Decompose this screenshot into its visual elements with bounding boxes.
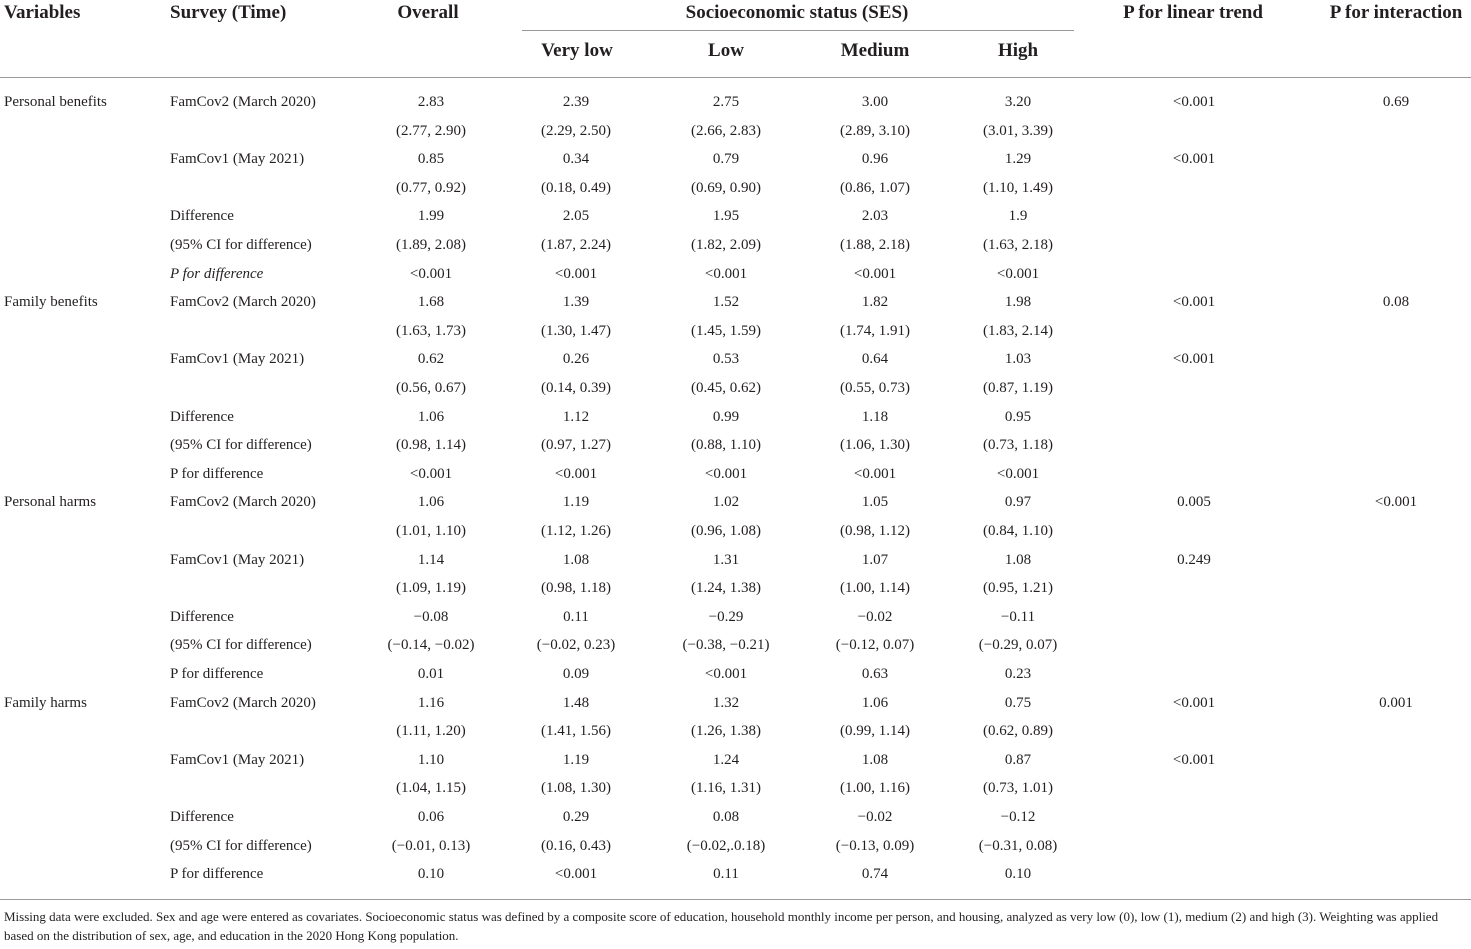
cell-very-low: 1.48 [562,694,590,711]
table-bottom-rule [0,899,1471,900]
header-low: Low [708,40,744,61]
cell-very-low: (0.14, 0.39) [541,380,611,396]
cell-medium: −0.02 [857,809,893,825]
cell-high: 0.95 [1004,408,1032,425]
cell-low: (0.45, 0.62) [691,380,761,396]
cell-overall: (1.11, 1.20) [396,723,466,740]
cell-high: −0.11 [1000,608,1036,625]
cell-medium: 3.00 [861,94,889,110]
cell-low: 1.24 [712,751,740,768]
survey-label: (95% CI for difference) [170,837,312,854]
cell-low: 0.99 [712,408,740,425]
cell-overall: (0.77, 0.92) [396,179,466,196]
cell-low: <0.001 [704,666,748,682]
cell-very-low: <0.001 [554,265,598,282]
ses-group-rule [522,30,1074,31]
cell-low: 1.52 [712,294,740,311]
cell-overall: 0.06 [417,809,445,825]
cell-high: (−0.29, 0.07) [978,637,1058,654]
cell-overall: (1.89, 2.08) [396,237,466,253]
header-ses-group: Socioeconomic status (SES) [685,2,909,23]
cell-medium: (1.06, 1.30) [840,437,910,454]
cell-very-low: 1.19 [562,751,590,768]
cell-very-low: (−0.02, 0.23) [536,637,616,654]
cell-medium: 1.82 [861,294,889,311]
cell-medium: (1.74, 1.91) [840,322,910,339]
cell-medium: 2.03 [861,208,889,225]
cell-medium: (−0.13, 0.09) [835,837,915,854]
cell-high: (3.01, 3.39) [983,122,1053,139]
cell-very-low: (1.12, 1.26) [541,523,611,539]
cell-low: (2.66, 2.83) [691,122,761,139]
cell-low: <0.001 [704,465,748,482]
cell-p-linear: <0.001 [1172,694,1216,711]
header-p-interaction: P for interaction [1329,2,1463,23]
cell-overall: (2.77, 2.90) [396,122,466,139]
cell-very-low: (1.87, 2.24) [541,237,611,253]
cell-overall: 0.10 [417,866,445,883]
cell-overall: 2.83 [417,94,445,110]
cell-overall: 0.85 [417,151,445,168]
cell-low: 2.75 [712,94,740,110]
cell-overall: 1.06 [417,494,445,511]
cell-overall: 1.06 [417,408,445,425]
survey-label: FamCov1 (May 2021) [170,551,305,568]
cell-medium: (0.98, 1.12) [840,523,910,539]
cell-high: <0.001 [996,265,1040,282]
p-interaction-value: 0.69 [1382,94,1410,110]
cell-medium: 1.07 [861,551,889,568]
cell-medium: (−0.12, 0.07) [835,637,915,654]
cell-low: <0.001 [704,265,748,282]
cell-medium: (0.86, 1.07) [840,179,910,196]
cell-p-linear: <0.001 [1172,751,1216,768]
variable-label: Family harms [4,694,87,711]
cell-high: 0.23 [1004,666,1032,682]
header-survey: Survey (Time) [170,2,287,23]
cell-low: (1.82, 2.09) [691,237,761,253]
cell-low: 0.79 [712,151,740,168]
cell-very-low: (0.97, 1.27) [541,437,611,454]
cell-very-low: 1.12 [562,408,590,425]
cell-low: 0.08 [712,809,740,825]
cell-high: (1.83, 2.14) [983,322,1053,339]
cell-high: (0.73, 1.01) [983,780,1053,797]
cell-very-low: <0.001 [554,866,598,883]
cell-overall: <0.001 [409,265,453,282]
cell-medium: 1.05 [861,494,889,511]
cell-overall: 1.16 [417,694,445,711]
survey-label: P for difference [170,866,264,883]
variable-label: Personal benefits [4,94,107,110]
cell-high: 3.20 [1004,94,1032,110]
p-interaction-value: 0.08 [1382,294,1410,311]
cell-p-linear: 0.005 [1177,494,1211,511]
cell-overall: (−0.01, 0.13) [391,837,471,854]
header-variables: Variables [4,2,81,23]
table-footnote: Missing data were excluded. Sex and age were entered as covariates. Socioeconomic status was defined by a composite score of education, household monthly income per person, and housing, analyzed as very low (0), low (1), medium (2) and high (3). Weighting was applied based on the distribution of sex, age, and education in the 2020 Hong Kong population. [4,909,1439,943]
cell-low: (1.45, 1.59) [691,322,761,339]
survey-label: P for difference [170,666,264,682]
cell-overall: (0.56, 0.67) [396,380,466,396]
survey-label: FamCov2 (March 2020) [170,494,316,511]
cell-high: −0.12 [1000,809,1036,825]
cell-medium: <0.001 [853,465,897,482]
cell-medium: (1.88, 2.18) [840,237,910,253]
cell-low: 0.53 [712,351,740,368]
cell-medium: 1.18 [861,408,889,425]
cell-high: (0.73, 1.18) [983,437,1053,454]
p-interaction-value: <0.001 [1374,494,1418,511]
survey-label: FamCov2 (March 2020) [170,94,316,110]
survey-label: FamCov2 (March 2020) [170,294,316,311]
cell-low: (1.24, 1.38) [691,580,761,597]
cell-low: −0.29 [708,608,744,625]
cell-very-low: (0.98, 1.18) [541,580,611,597]
cell-very-low: (0.18, 0.49) [541,179,611,196]
cell-high: (−0.31, 0.08) [978,837,1058,854]
cell-overall: (0.98, 1.14) [396,437,466,454]
cell-high: 1.98 [1004,294,1032,311]
header-overall: Overall [397,2,459,23]
cell-very-low: (1.30, 1.47) [541,322,611,339]
cell-high: (0.84, 1.10) [983,523,1053,539]
cell-medium: (0.99, 1.14) [840,723,910,740]
cell-high: (0.62, 0.89) [983,723,1053,740]
cell-low: 1.02 [712,494,740,511]
survey-label: (95% CI for difference) [170,237,312,253]
cell-low: (0.69, 0.90) [691,179,761,196]
cell-very-low: (0.16, 0.43) [541,837,611,854]
cell-medium: 0.96 [861,151,889,168]
cell-medium: 0.64 [861,351,889,368]
header-bottom-rule [0,77,1471,78]
cell-high: 1.03 [1004,351,1032,368]
cell-low: 0.11 [713,866,739,883]
survey-label: Difference [170,208,234,225]
cell-overall: 0.01 [417,666,445,682]
cell-medium: 0.74 [861,866,889,883]
cell-medium: (0.55, 0.73) [840,380,910,396]
cell-overall: (1.04, 1.15) [396,780,466,797]
cell-very-low: (1.41, 1.56) [541,723,611,740]
variable-label: Family benefits [4,294,98,311]
cell-medium: 0.63 [861,666,889,682]
cell-overall: 1.14 [417,551,445,568]
cell-overall: 1.10 [417,751,445,768]
variable-label: Personal harms [4,494,97,511]
cell-very-low: 0.34 [562,151,590,168]
cell-high: 1.08 [1004,551,1032,568]
cell-high: 0.87 [1004,751,1032,768]
survey-label: (95% CI for difference) [170,637,312,654]
cell-p-linear: <0.001 [1172,151,1216,168]
cell-medium: <0.001 [853,265,897,282]
cell-overall: (1.63, 1.73) [396,322,466,339]
survey-label: (95% CI for difference) [170,437,312,454]
cell-high: 0.75 [1004,694,1032,711]
cell-high: (1.63, 2.18) [983,237,1053,253]
cell-medium: 1.08 [861,751,889,768]
cell-p-linear: <0.001 [1172,351,1216,368]
cell-low: (−0.38, −0.21) [682,637,770,654]
cell-low: (1.26, 1.38) [691,723,761,740]
cell-overall: (1.01, 1.10) [396,523,466,539]
cell-high: 0.10 [1004,866,1032,883]
survey-label: FamCov1 (May 2021) [170,151,305,168]
cell-medium: (1.00, 1.16) [840,780,910,797]
cell-very-low: 2.39 [562,94,590,110]
cell-low: (−0.02,.0.18) [686,837,766,854]
survey-label: FamCov2 (March 2020) [170,694,316,711]
survey-label: FamCov1 (May 2021) [170,351,305,368]
cell-high: (0.87, 1.19) [983,380,1053,396]
cell-high: (1.10, 1.49) [983,179,1053,196]
header-high: High [997,40,1039,61]
cell-very-low: 1.08 [562,551,590,568]
header-p-linear: P for linear trend [1123,2,1263,23]
cell-p-linear: <0.001 [1172,294,1216,311]
cell-overall: 0.62 [417,351,445,368]
cell-very-low: 1.19 [562,494,590,511]
cell-overall: 1.99 [417,208,445,225]
survey-label: FamCov1 (May 2021) [170,751,305,768]
cell-very-low: 0.26 [562,351,590,368]
survey-label: Difference [170,608,234,625]
cell-high: <0.001 [996,465,1040,482]
cell-low: 1.31 [712,551,740,568]
cell-very-low: 2.05 [562,208,590,225]
header-very-low: Very low [541,40,613,61]
cell-very-low: <0.001 [554,465,598,482]
cell-low: (0.88, 1.10) [691,437,761,454]
header-medium: Medium [840,40,910,61]
p-interaction-value: 0.001 [1379,694,1413,711]
cell-overall: <0.001 [409,465,453,482]
cell-low: (1.16, 1.31) [691,780,761,797]
cell-low: 1.95 [712,208,740,225]
cell-low: 1.32 [712,694,740,711]
cell-very-low: 0.11 [563,608,589,625]
cell-very-low: (2.29, 2.50) [541,122,611,139]
cell-very-low: 1.39 [562,294,590,311]
survey-label: Difference [170,809,234,825]
cell-overall: 1.68 [417,294,445,311]
cell-very-low: 0.29 [562,809,590,825]
cell-overall: −0.08 [413,608,449,625]
cell-high: (0.95, 1.21) [983,580,1053,597]
cell-p-linear: <0.001 [1172,94,1216,110]
cell-high: 1.9 [1008,208,1028,225]
cell-very-low: (1.08, 1.30) [541,780,611,797]
survey-label: P for difference [170,465,264,482]
cell-low: (0.96, 1.08) [691,523,761,539]
cell-overall: (−0.14, −0.02) [387,637,475,654]
cell-very-low: 0.09 [562,666,590,682]
cell-medium: (2.89, 3.10) [840,122,910,139]
cell-overall: (1.09, 1.19) [396,580,466,597]
survey-label: Difference [170,408,234,425]
cell-high: 0.97 [1004,494,1032,511]
cell-high: 1.29 [1004,151,1032,168]
cell-medium: (1.00, 1.14) [840,580,910,597]
cell-medium: −0.02 [857,608,893,625]
cell-p-linear: 0.249 [1177,551,1211,568]
cell-medium: 1.06 [861,694,889,711]
survey-label: P for difference [170,265,264,282]
